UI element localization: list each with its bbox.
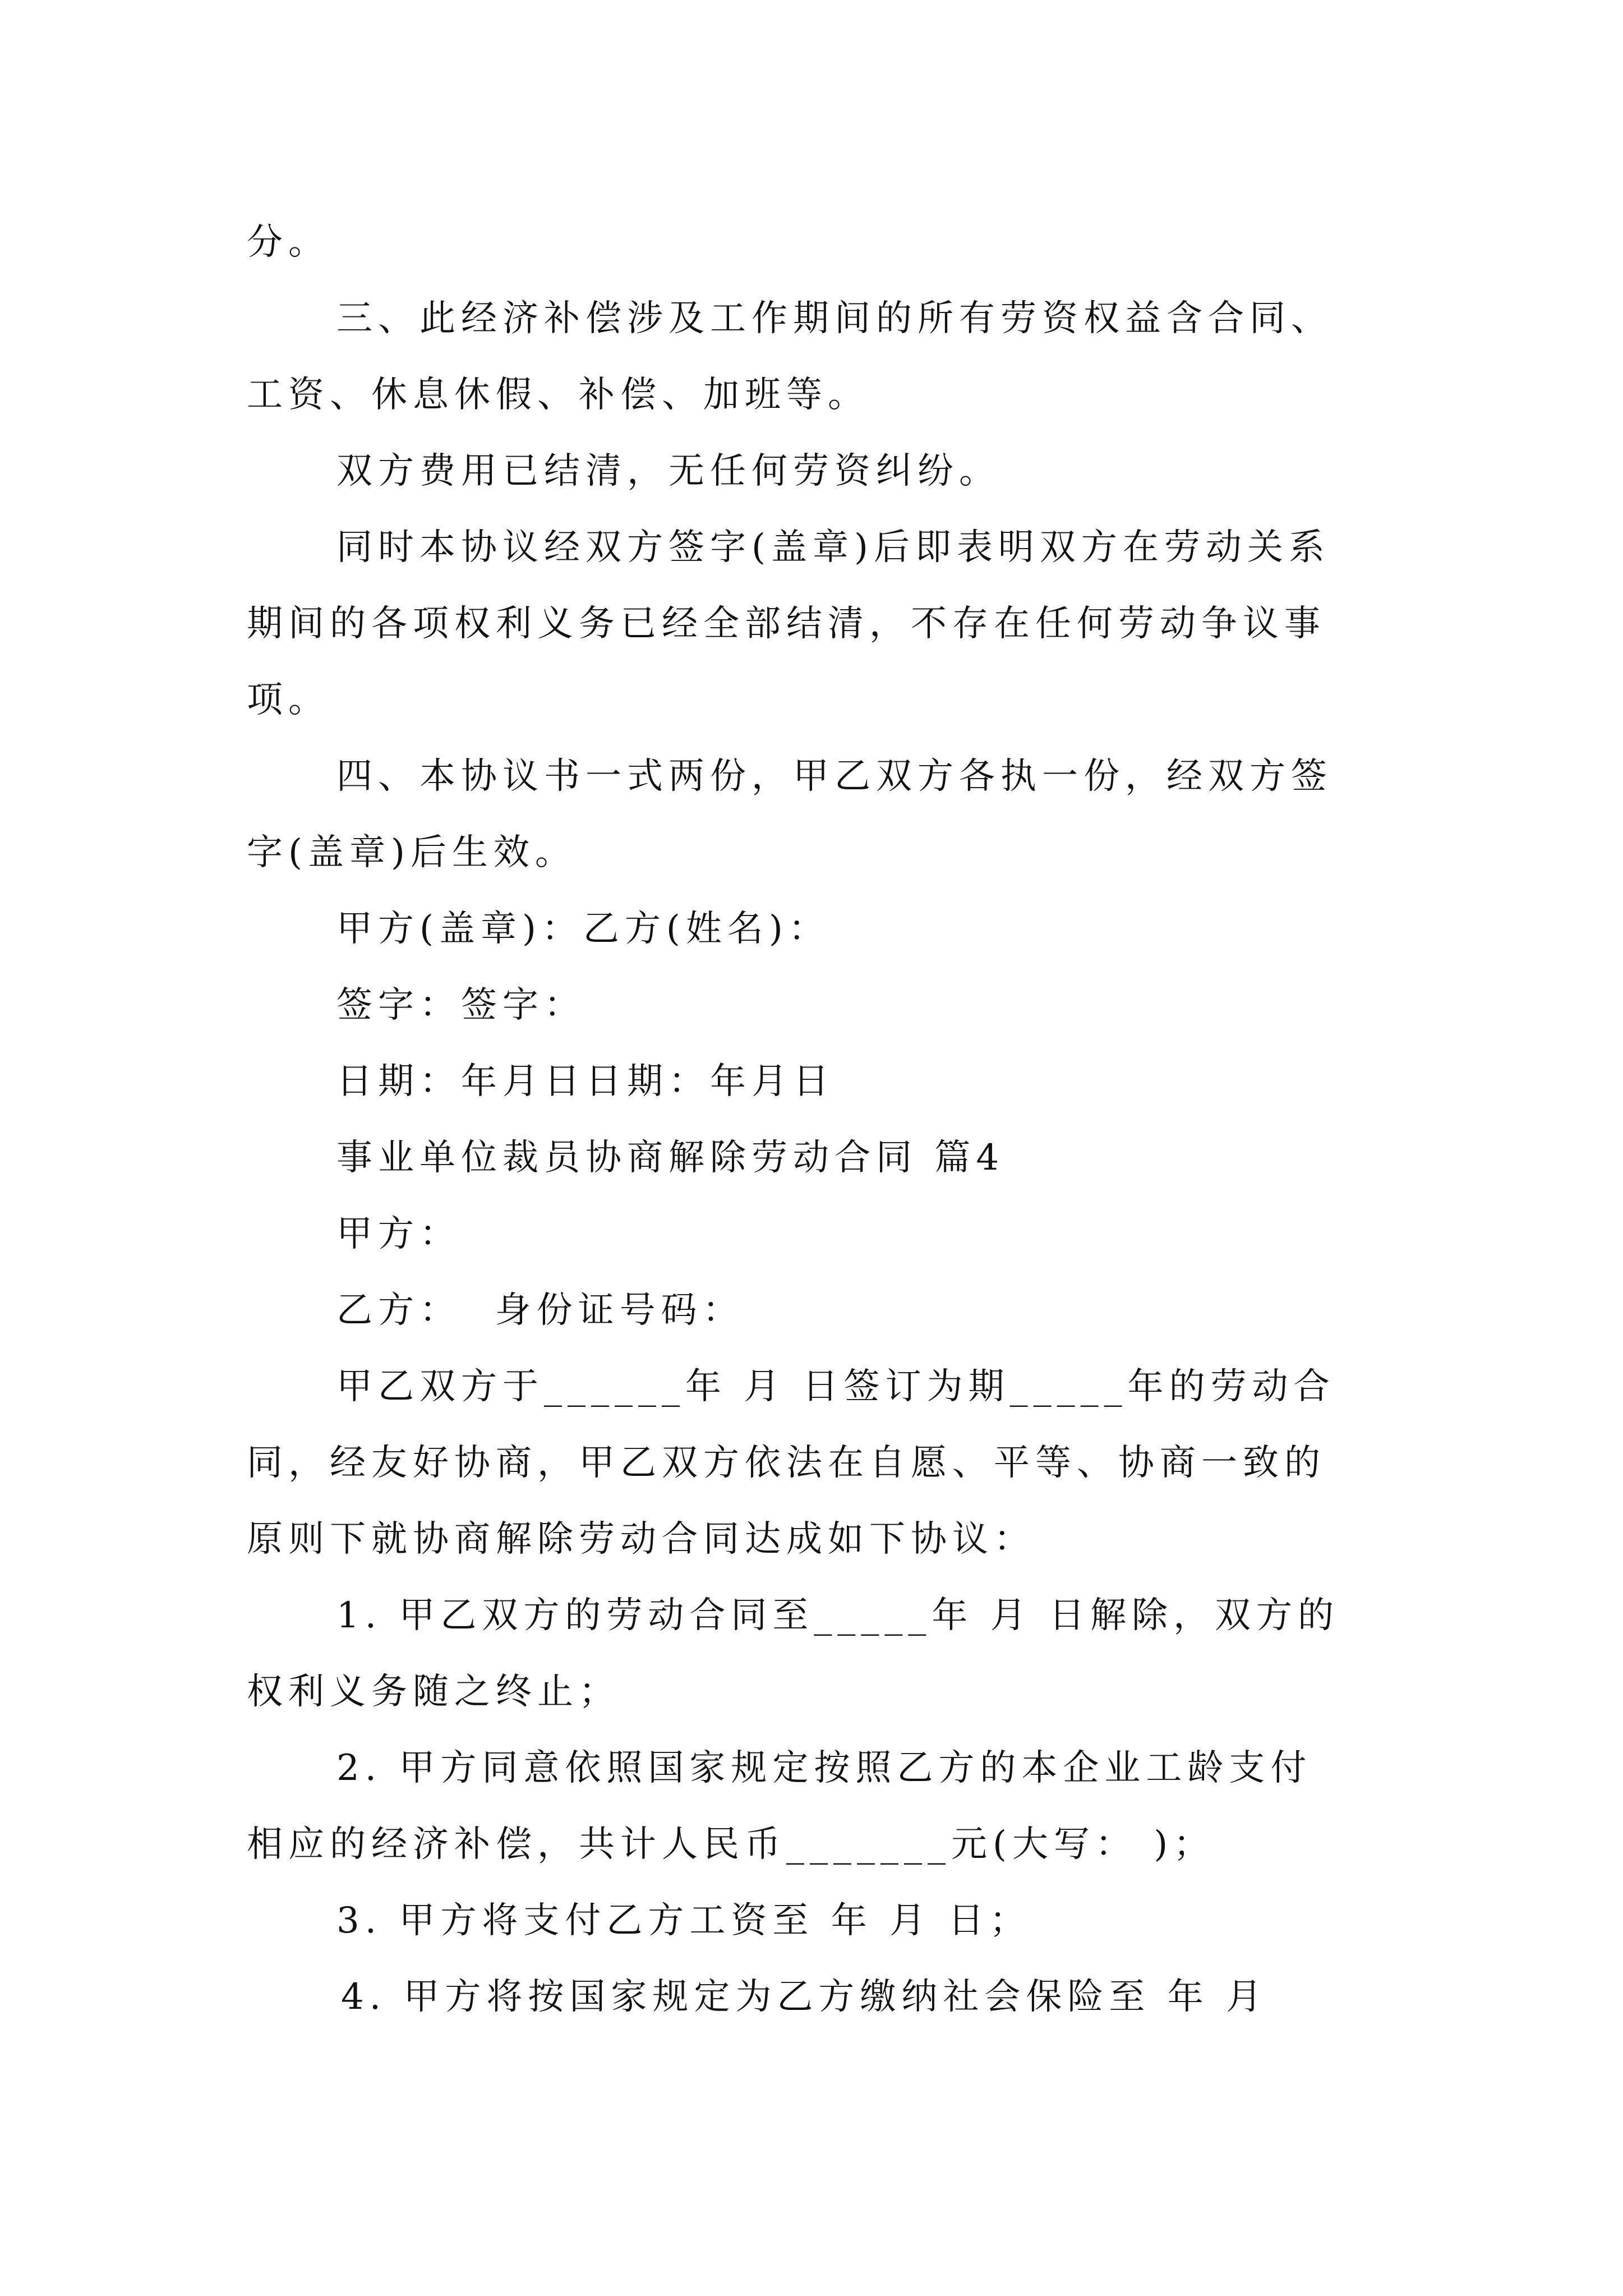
text-line: 甲乙双方于______年 月 日签订为期_____年的劳动合 — [336, 1366, 1335, 1407]
text-line: 1. 甲乙双方的劳动合同至_____年 月 日解除，双方的 — [336, 1595, 1340, 1636]
text-line: 乙方： 身份证号码： — [336, 1290, 744, 1331]
text-line: 四、本协议书一式两份，甲乙双方各执一份，经双方签 — [336, 756, 1332, 797]
text-line: 签字：签字： — [336, 984, 585, 1026]
text-line: 期间的各项权利义务已经全部结清，不存在任何劳动争议事 — [247, 603, 1326, 645]
section-heading: 事业单位裁员协商解除劳动合同 篇4 — [336, 1137, 1005, 1179]
text-line: 相应的经济补偿，共计人民币_______元(大写： )； — [247, 1824, 1215, 1865]
text-line: 双方费用已结清，无任何劳资纠纷。 — [336, 450, 1000, 492]
text-line: 日期：年月日日期：年月日 — [336, 1061, 834, 1102]
text-line: 三、此经济补偿涉及工作期间的所有劳资权益含合同、 — [336, 298, 1332, 339]
text-line: 分。 — [247, 222, 330, 263]
text-line: 甲方： — [336, 1213, 461, 1255]
text-line: 权利义务随之终止； — [247, 1671, 620, 1713]
text-line: 2. 甲方同意依照国家规定按照乙方的本企业工龄支付 — [336, 1747, 1312, 1789]
text-line: 4. 甲方将按国家规定为乙方缴纳社会保险至 年 月 — [341, 1976, 1268, 2018]
text-line: 原则下就协商解除劳动合同达成如下协议： — [247, 1519, 1035, 1560]
text-line: 同，经友好协商，甲乙双方依法在自愿、平等、协商一致的 — [247, 1442, 1326, 1484]
text-line: 字(盖章)后生效。 — [247, 832, 577, 873]
text-line: 项。 — [247, 679, 330, 721]
text-line: 3. 甲方将支付乙方工资至 年 月 日； — [336, 1900, 1031, 1941]
text-line: 工资、休息休假、补偿、加班等。 — [247, 374, 869, 416]
text-line: 同时本协议经双方签字(盖章)后即表明双方在劳动关系 — [336, 527, 1330, 568]
text-line: 甲方(盖章)：乙方(姓名)： — [336, 908, 830, 950]
